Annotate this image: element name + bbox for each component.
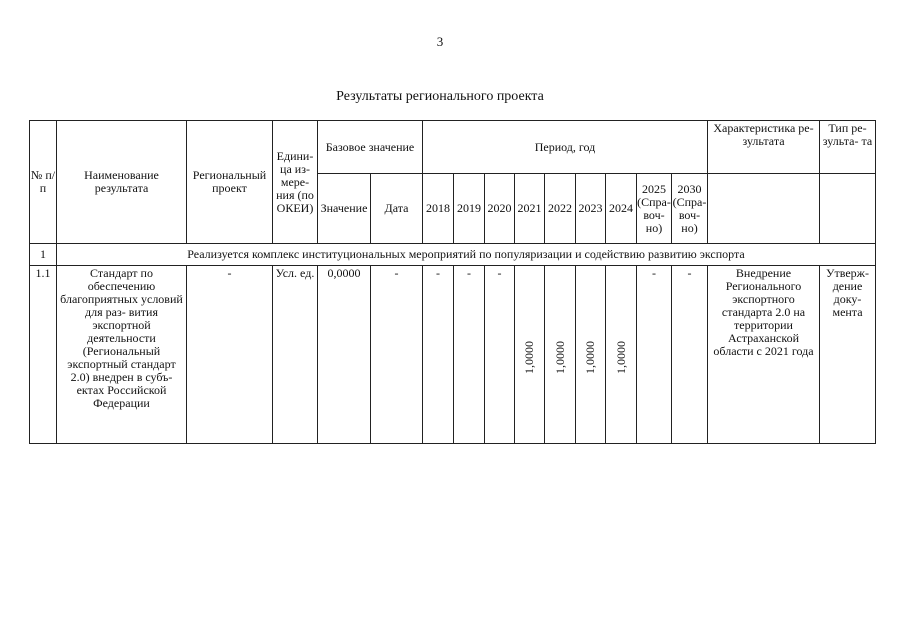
row-year-value — [606, 266, 637, 444]
header-base: Базовое значение — [318, 121, 423, 174]
row-year-value-text: 1,0000 — [613, 340, 628, 374]
header-year-2025: 2025 (Спра- воч- но) — [637, 174, 672, 244]
row-year-value-text: 1,0000 — [522, 340, 536, 374]
section-title: Реализуется комплекс институциональных мероприятий по популяризации и содействию развитию экспорта — [57, 244, 876, 266]
header-type-empty — [820, 174, 876, 244]
row-characteristic: Внедрение Регионального экспортного стандарта 2.0 на территории Астраханской области с 2021 года — [708, 266, 820, 444]
row-year-value-text: 1,0000 — [583, 340, 597, 374]
header-year: 2019 — [454, 174, 485, 244]
row-year-value: - — [485, 266, 515, 444]
header-name: Наименование результата — [57, 121, 187, 244]
row-year-value — [545, 266, 576, 444]
header-base-value: Значение — [318, 174, 371, 244]
header-period: Период, год — [423, 121, 708, 174]
header-year: 2021 — [515, 174, 545, 244]
row-name: Стандарт по обеспечению благоприятных условий для раз- вития экспортной деятельности (Региональный экспортный стандарт 2.0) внедрен в субъ- ектах Российской Федерации — [57, 266, 187, 444]
header-project: Региональный проект — [187, 121, 273, 244]
header-num: № п/п — [30, 121, 57, 244]
header-year: 2023 — [576, 174, 606, 244]
row-num: 1.1 — [30, 266, 57, 444]
header-year: 2018 — [423, 174, 454, 244]
header-year: 2024 — [606, 174, 637, 244]
row-year-value: - — [423, 266, 454, 444]
row-project: - — [187, 266, 273, 444]
header-base-date: Дата — [371, 174, 423, 244]
row-year-value: - — [454, 266, 485, 444]
header-type: Тип ре- зульта- та — [820, 121, 876, 174]
header-year: 2022 — [545, 174, 576, 244]
page-number: 3 — [436, 34, 444, 49]
section-num: 1 — [30, 244, 57, 266]
header-year-2030: 2030 (Спра- воч- но) — [672, 174, 708, 244]
row-year-value — [515, 266, 545, 444]
row-base-value: 0,0000 — [318, 266, 371, 444]
row-unit: Усл. ед. — [273, 266, 318, 444]
document-title: Результаты регионального проекта — [336, 89, 544, 104]
row-year-value — [576, 266, 606, 444]
results-table — [29, 120, 876, 444]
row-year-2025: - — [637, 266, 672, 444]
row-year-value-text: 1,0000 — [552, 340, 567, 374]
header-unit: Едини- ца из- мере- ния (по ОКЕИ) — [273, 121, 318, 244]
row-type: Утверж- дение доку- мента — [820, 266, 876, 444]
header-characteristic-empty — [708, 174, 820, 244]
row-base-date: - — [371, 266, 423, 444]
row-year-2030: - — [672, 266, 708, 444]
header-characteristic: Характеристика ре- зультата — [708, 121, 820, 174]
header-year: 2020 — [485, 174, 515, 244]
